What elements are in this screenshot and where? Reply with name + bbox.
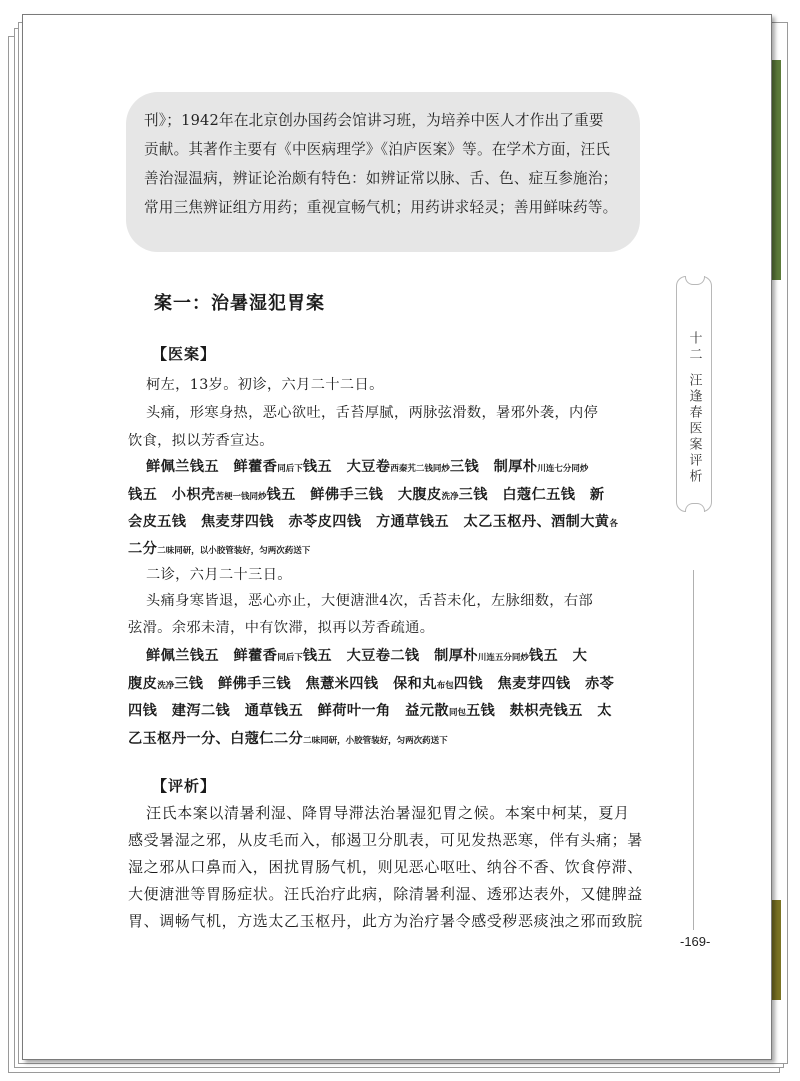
second-visit-intro: 二诊，六月二十三日。: [146, 567, 292, 583]
intro-line: 刊》；1942年在北京创办国药会馆讲习班，为培养中医人才作出了重要: [144, 112, 604, 129]
page-number: -169-: [680, 934, 711, 949]
analysis-line: 大便溏泄等胃肠症状。汪氏治疗此病，除清暑利湿、透邪达表外，又健脾益: [128, 885, 643, 903]
first-prescription-line: 鲜佩兰钱五 鲜藿香同后下钱五 大豆卷西秦艽二钱同炒三钱 制厚朴川连七分同炒: [146, 459, 589, 475]
second-prescription-line: 乙玉枢丹一分、白蔻仁二分二味同研，小胶管装好，匀两次药送下: [128, 731, 448, 747]
second-visit-symptoms: 弦滑。余邪未清，中有饮滞，拟再以芳香疏通。: [128, 620, 435, 636]
intro-line: 常用三焦辨证组方用药；重视宣畅气机；用药讲求轻灵；善用鲜味药等。: [144, 199, 618, 216]
intro-panel: [126, 92, 640, 252]
second-prescription-line: 鲜佩兰钱五 鲜藿香同后下钱五 大豆卷二钱 制厚朴川连五分同炒钱五 大: [146, 648, 588, 664]
analysis-line: 湿之邪从口鼻而入，困扰胃肠气机，则见恶心呕吐、纳谷不香、饮食停滞、: [128, 858, 643, 876]
analysis-line: 胃、调畅气机，方选太乙玉枢丹，此方为治疗暑令感受秽恶痰浊之邪而致脘: [128, 912, 643, 930]
medical-record-heading: 【医案】: [152, 345, 217, 363]
analysis-heading: 【评析】: [152, 777, 217, 795]
first-prescription-line: 二分二味同研，以小胶管装好，匀两次药送下: [128, 541, 311, 557]
side-tab-notch-bottom: [685, 503, 705, 512]
second-visit-symptoms: 头痛身寒皆退，恶心亦止，大便溏泄4次，舌苔未化，左脉细数，右部: [146, 593, 594, 609]
first-prescription-line: 会皮五钱 焦麦芽四钱 赤苓皮四钱 方通草钱五 太乙玉枢丹、酒制大黄各: [128, 514, 618, 530]
first-visit-symptoms: 头痛，形寒身热，恶心欲吐，舌苔厚腻，两脉弦滑数，暑邪外袭，内停: [146, 405, 599, 421]
first-visit-symptoms: 饮食，拟以芳香宣达。: [128, 433, 274, 449]
case-title: 案一：治暑湿犯胃案: [154, 293, 325, 314]
page-edge-olive: [771, 900, 781, 1000]
side-tab-chapter: 十二: [686, 331, 702, 363]
intro-line: 善治湿温病，辨证论治颇有特色：如辨证常以脉、舌、色、症互参施治；: [144, 170, 618, 187]
first-prescription-line: 钱五 小枳壳苦梗一钱同炒钱五 鲜佛手三钱 大腹皮洗净三钱 白蔻仁五钱 新: [128, 487, 605, 503]
intro-line: 贡献。其著作主要有《中医病理学》《泊庐医案》等。在学术方面，汪氏: [144, 141, 611, 158]
page-edge-green: [771, 60, 781, 280]
second-prescription-line: 腹皮洗净三钱 鲜佛手三钱 焦薏米四钱 保和丸布包四钱 焦麦芽四钱 赤苓: [128, 676, 615, 692]
analysis-line: 汪氏本案以清暑利湿、降胃导滞法治暑湿犯胃之候。本案中柯某，夏月: [146, 804, 630, 822]
side-tab-notch-top: [685, 276, 705, 285]
second-prescription-line: 四钱 建泻二钱 通草钱五 鲜荷叶一角 益元散同包五钱 麸枳壳钱五 太: [128, 703, 612, 719]
side-tab-title: 汪逢春医案评析: [686, 373, 702, 485]
chapter-side-tab: [676, 276, 712, 512]
first-visit-intro: 柯左，13岁。初诊，六月二十二日。: [146, 377, 384, 393]
analysis-line: 感受暑湿之邪，从皮毛而入，郁遏卫分肌表，可见发热恶寒，伴有头痛；暑: [128, 831, 643, 849]
side-rule: [693, 570, 694, 930]
